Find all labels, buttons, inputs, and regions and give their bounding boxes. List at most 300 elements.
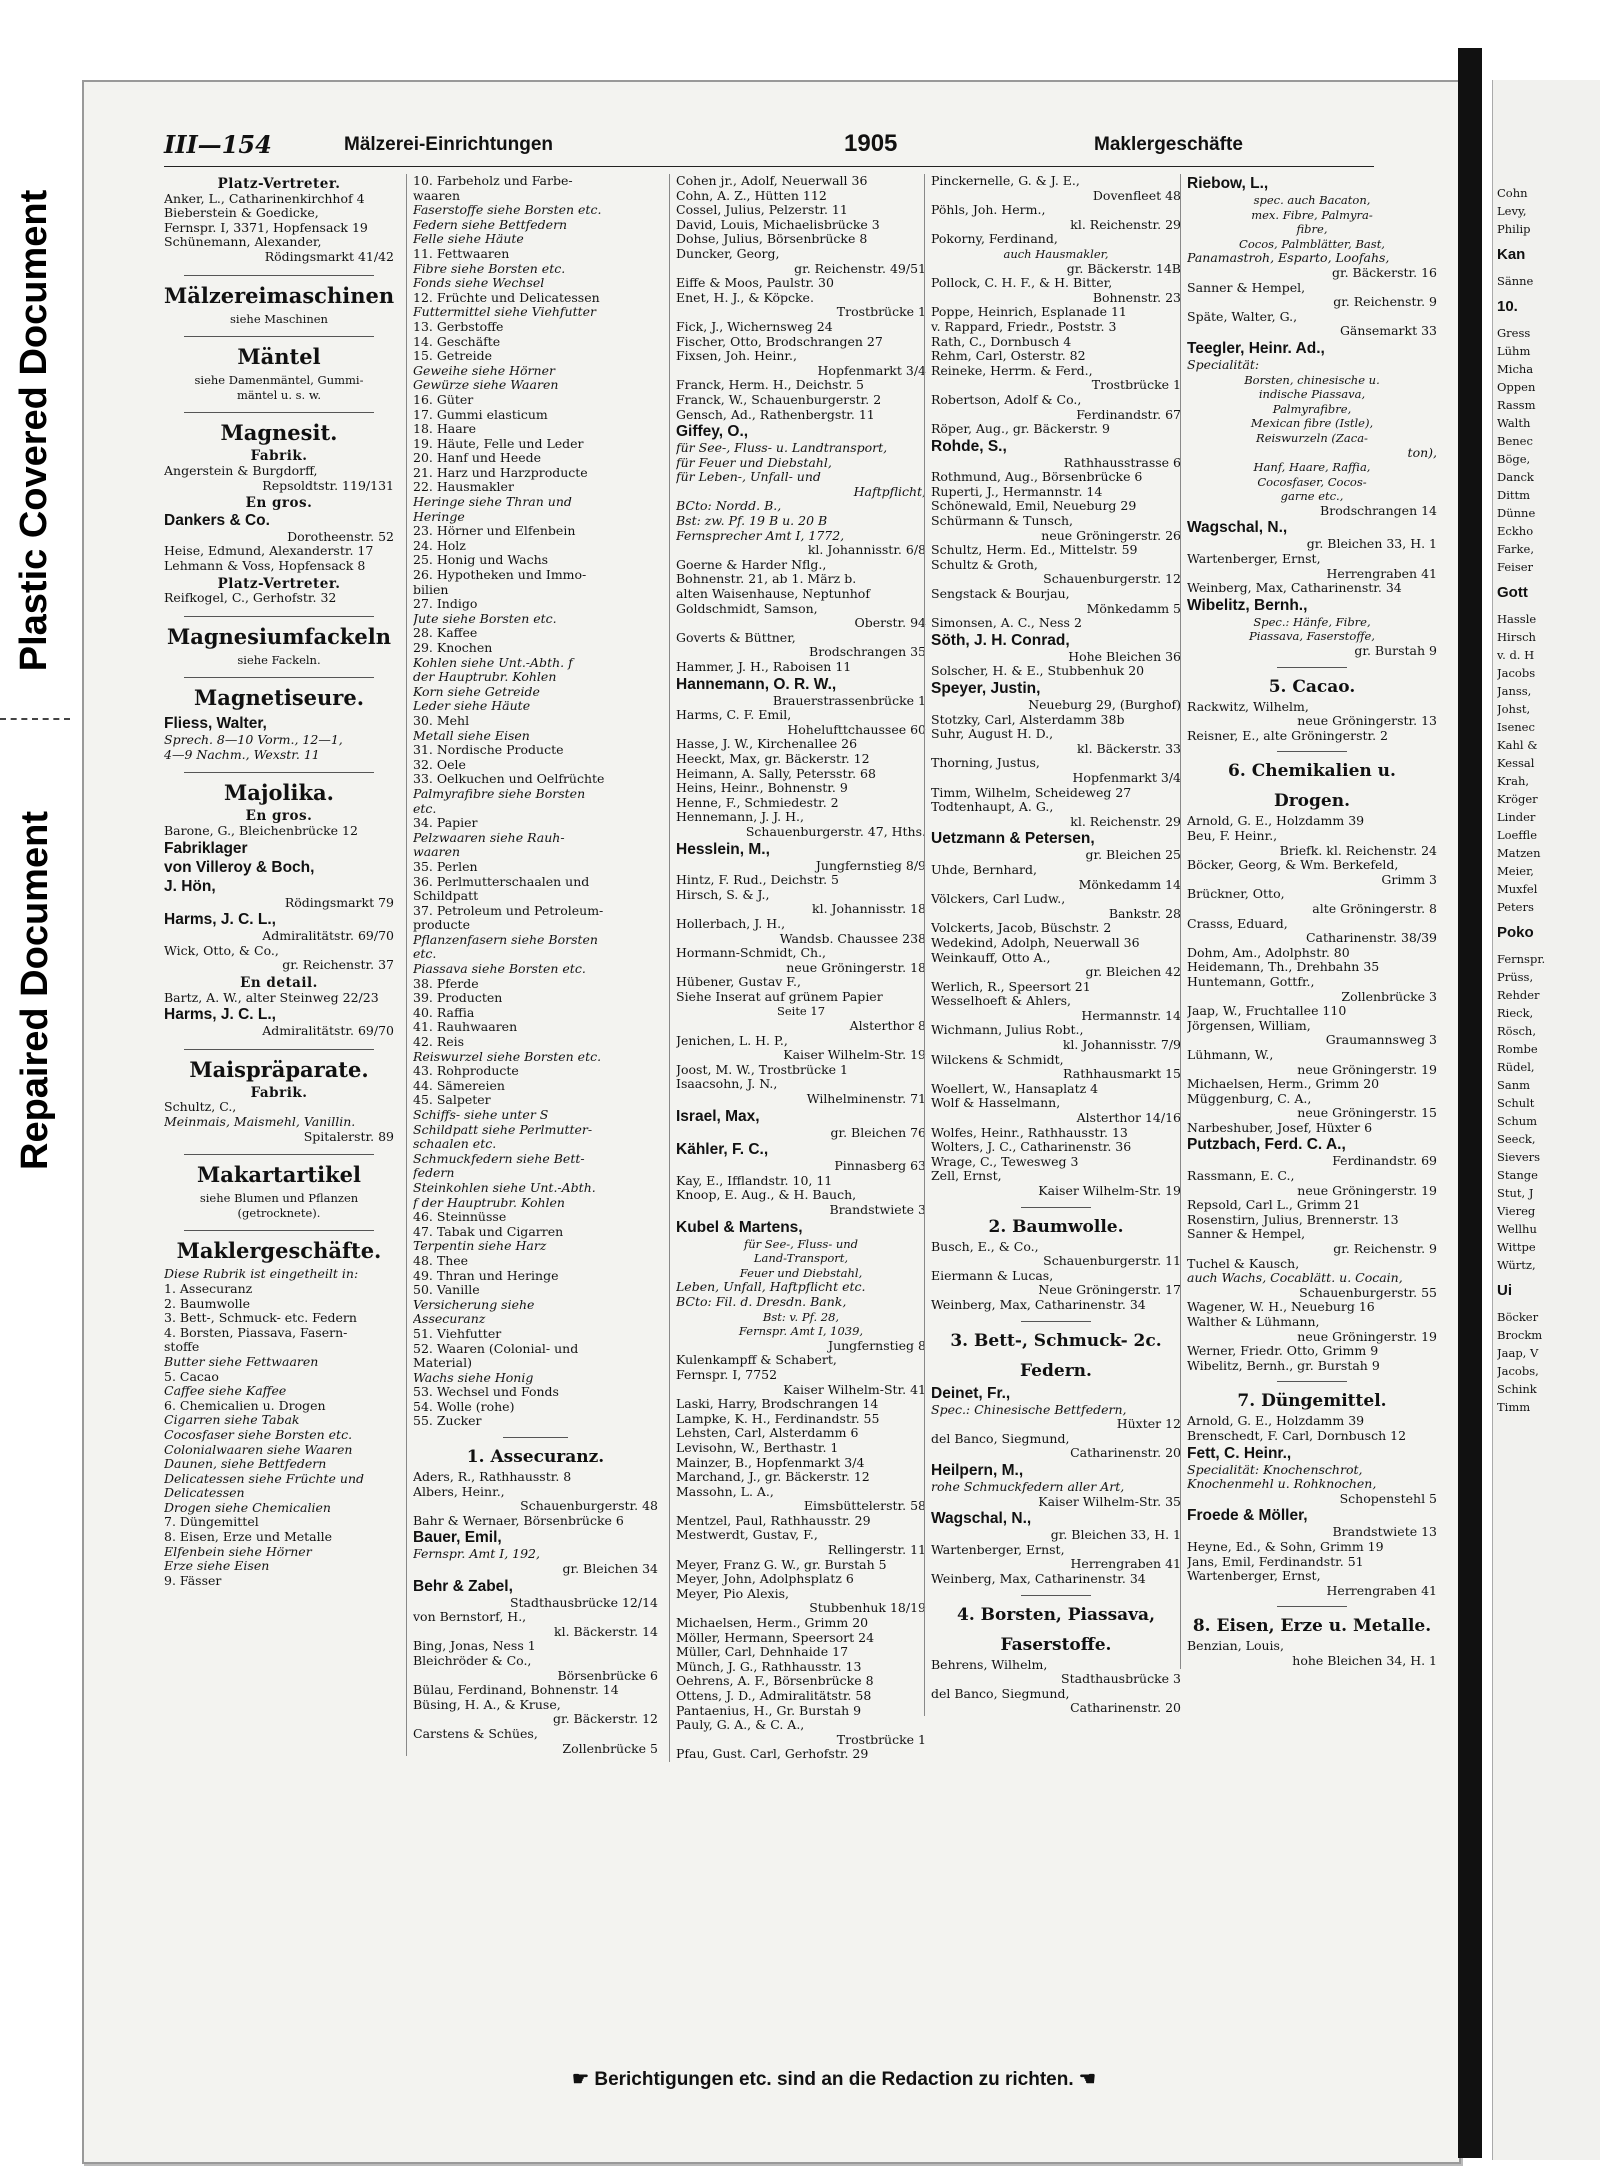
- section-heading: Federn.: [1020, 1360, 1092, 1381]
- directory-entry: 4. Borsten, Piassava, Fasern-: [164, 1325, 348, 1340]
- directory-entry: Todtenhaupt, A. G.,: [931, 800, 1054, 815]
- directory-entry: Isaacsohn, J. N.,: [676, 1077, 778, 1092]
- directory-entry: Catharinenstr. 38/39: [1305, 931, 1437, 946]
- directory-entry: Herrengraben 41: [1326, 1583, 1437, 1598]
- adjacent-page-entry: 10.: [1497, 298, 1518, 315]
- directory-entry: Dohse, Julius, Börsenbrücke 8: [676, 232, 868, 247]
- directory-entry: neue Gröningerstr. 18: [786, 960, 926, 975]
- directory-entry: Späte, Walter, G.,: [1187, 309, 1298, 324]
- directory-entry: Butter siehe Fettwaaren: [164, 1354, 319, 1369]
- directory-entry: Werlich, R., Speersort 21: [931, 979, 1091, 994]
- section-rule: [184, 1220, 374, 1231]
- directory-entry: gr. Bleichen 33, H. 1: [1306, 537, 1437, 552]
- directory-entry: Wandsb. Chaussee 238: [779, 931, 926, 946]
- directory-entry: der Hauptrubr. Kohlen: [413, 670, 557, 685]
- directory-entry: Rehm, Carl, Osterstr. 82: [931, 349, 1086, 364]
- adjacent-page-entry: Dünne: [1497, 506, 1536, 520]
- directory-entry: von Bernstorf, H.,: [413, 1610, 527, 1625]
- directory-entry: Fabrik.: [250, 449, 308, 464]
- directory-entry: Eimsbüttelerstr. 58: [803, 1499, 926, 1514]
- adjacent-page-entry: Loeffle: [1497, 828, 1538, 842]
- adjacent-page-entry: Danck: [1497, 470, 1534, 484]
- directory-entry: Trostbrücke 1: [836, 1732, 926, 1747]
- firm-name: Wibelitz, Bernh.,: [1187, 596, 1308, 614]
- directory-entry: Schildpatt siehe Perlmutter-: [413, 1122, 593, 1137]
- section-rule: [1277, 743, 1347, 752]
- directory-entry: Kaiser Wilhelm-Str. 35: [1038, 1494, 1181, 1509]
- directory-entry: Walther & Lühmann,: [1187, 1315, 1320, 1329]
- directory-entry: 42. Reis: [413, 1035, 465, 1050]
- adjacent-page-entry: Kahl &: [1497, 738, 1538, 752]
- adjacent-page-entry: v. d. H: [1497, 648, 1535, 662]
- firm-name: Dankers & Co.: [164, 511, 270, 529]
- firm-name: Teegler, Heinr. Ad.,: [1187, 339, 1325, 357]
- directory-entry: kl. Johannisstr. 6/8: [807, 543, 926, 558]
- directory-entry: gr. Bleichen 33, H. 1: [1050, 1528, 1181, 1543]
- adjacent-page-entry: Gott: [1497, 584, 1528, 601]
- directory-entry: Trostbrücke 1: [836, 305, 926, 320]
- section-rule: [184, 606, 374, 617]
- adjacent-page-entry: Schult: [1497, 1096, 1535, 1110]
- directory-entry: 25. Honig und Wachs: [413, 553, 549, 568]
- firm-name: Fabriklager: [164, 839, 248, 857]
- directory-entry: Albers, Heinr.,: [413, 1484, 505, 1499]
- directory-entry: Crasss, Eduard,: [1187, 916, 1288, 931]
- directory-entry: Leder siehe Häute: [413, 699, 531, 714]
- directory-entry: Reisner, E., alte Gröningerstr. 2: [1187, 728, 1389, 743]
- section-rule: [184, 326, 374, 337]
- directory-entry: Hübener, Gustav F.,: [676, 975, 801, 990]
- directory-entry: Wartenberger, Ernst,: [1187, 552, 1321, 567]
- directory-entry: 2. Baumwolle: [164, 1296, 251, 1311]
- directory-entry: gr. Bleichen 34: [562, 1562, 658, 1577]
- firm-name: Behr & Zabel,: [413, 1577, 513, 1595]
- directory-entry: Hasse, J. W., Kirchenallee 26: [676, 737, 858, 752]
- directory-entry: Land-Transport,: [753, 1251, 849, 1266]
- directory-entry: Dorotheenstr. 52: [287, 529, 394, 544]
- directory-entry: Meinmais, Maismehl, Vanillin.: [164, 1115, 356, 1129]
- directory-entry: Heimann, A. Sally, Petersstr. 68: [676, 766, 876, 781]
- section-rule: [503, 1429, 568, 1438]
- directory-entry: Palmyrafibre siehe Borsten: [413, 786, 586, 801]
- directory-entry: 11. Fettwaaren: [413, 246, 510, 261]
- directory-entry: del Banco, Siegmund,: [931, 1686, 1070, 1701]
- directory-entry: 16. Güter: [413, 392, 474, 407]
- adjacent-page-entry: Timm: [1497, 1400, 1531, 1414]
- section-rule: [1277, 1373, 1347, 1382]
- section-heading: Maispräparate.: [189, 1056, 369, 1082]
- directory-entry: Sengstack & Bourjau,: [931, 587, 1070, 602]
- directory-entry: Rathhausstrasse 6: [1063, 455, 1181, 470]
- directory-entry: Pflanzenfasern siehe Borsten: [413, 932, 598, 947]
- directory-entry: Sanner & Hempel,: [1187, 280, 1306, 295]
- directory-entry: Barone, G., Bleichenbrücke 12: [164, 824, 358, 839]
- directory-entry: Arnold, G. E., Holzdamm 39: [1187, 1414, 1365, 1429]
- adjacent-page-entry: Micha: [1497, 362, 1534, 376]
- adjacent-page-entry: Schink: [1497, 1382, 1537, 1396]
- directory-entry: gr. Reichenstr. 9: [1333, 295, 1437, 310]
- directory-entry: Cocosfaser siehe Borsten etc.: [164, 1427, 353, 1442]
- directory-entry: Bst: zw. Pf. 19 B u. 20 B: [676, 514, 828, 529]
- directory-entry: 49. Thran und Heringe: [413, 1268, 559, 1283]
- section-heading: Magnesit.: [220, 420, 338, 446]
- directory-entry: stoffe: [164, 1340, 200, 1355]
- directory-entry: 15. Getreide: [413, 349, 493, 364]
- directory-entry: auch Hausmakler,: [1003, 246, 1109, 261]
- adjacent-page-column: [1497, 184, 1600, 1416]
- firm-name: Hesslein, M.,: [676, 840, 770, 858]
- directory-entry: kl. Bäckerstr. 14: [554, 1624, 658, 1639]
- directory-entry: Admiralitätstr. 69/70: [262, 1024, 394, 1039]
- directory-entry: bilien: [413, 582, 449, 597]
- directory-entry: Herrengraben 41: [1070, 1557, 1181, 1572]
- directory-entry: Heringe: [413, 509, 465, 524]
- directory-entry: kl. Reichenstr. 29: [1070, 814, 1181, 829]
- directory-entry: 29. Knochen: [413, 641, 493, 655]
- directory-entry: Catharinenstr. 20: [1070, 1446, 1181, 1461]
- firm-name: Harms, J. C. L.,: [164, 911, 276, 929]
- section-heading: Mälzereimaschinen: [164, 282, 394, 308]
- directory-entry: 9. Fässer: [164, 1573, 222, 1588]
- directory-entry: Wolters, J. C., Catharinenstr. 36: [931, 1140, 1132, 1155]
- firm-name: J. Hön,: [164, 877, 216, 895]
- directory-entry: Wichmann, Julius Robt.,: [931, 1023, 1084, 1038]
- plastic-covered-document-label: Plastic Covered Document: [13, 189, 56, 671]
- directory-entry: Brodschrangen 14: [1320, 503, 1437, 518]
- directory-entry: gr. Reichenstr. 37: [282, 958, 394, 973]
- directory-entry: Zell, Ernst,: [931, 1169, 1002, 1184]
- directory-entry: Wagener, W. H., Neueburg 16: [1187, 1300, 1375, 1315]
- directory-entry: Schultz, C.,: [164, 1100, 237, 1115]
- header-left-title: Mälzerei-Einrichtungen: [344, 134, 554, 155]
- header-right-title: Maklergeschäfte: [1094, 134, 1243, 155]
- adjacent-page-entry: Böge,: [1497, 452, 1531, 466]
- directory-entry: Fernsprecher Amt I, 1772,: [676, 528, 845, 543]
- footer-note: Berichtigungen etc. sind an die Redaction zu richten.: [594, 2069, 1074, 2090]
- directory-entry: Böcker, Georg, & Wm. Berkefeld,: [1187, 858, 1399, 873]
- directory-entry: kl. Johannisstr. 7/9: [1062, 1038, 1181, 1053]
- directory-entry: Gensch, Ad., Rathenbergstr. 11: [676, 407, 875, 422]
- firm-name: Kähler, F. C.,: [676, 1141, 769, 1159]
- section-rule: [1021, 1587, 1091, 1596]
- adjacent-page-entry: Lühm: [1497, 344, 1531, 358]
- adjacent-page-entry: Eckho: [1497, 524, 1534, 538]
- directory-entry: Behrens, Wilhelm,: [931, 1657, 1048, 1672]
- directory-entry: Kulenkampff & Schabert,: [676, 1353, 837, 1368]
- section-heading: Makartartikel: [196, 1162, 361, 1188]
- directory-entry: Fernspr. I, 3371, Hopfensack 19: [164, 220, 368, 235]
- adjacent-page-entry: Cohn: [1497, 186, 1528, 200]
- section-heading: 5. Cacao.: [1268, 676, 1356, 697]
- directory-entry: Hintz, F. Rud., Deichstr. 5: [676, 873, 839, 888]
- directory-entry: Futtermittel siehe Viehfutter: [413, 305, 596, 320]
- directory-entry: Schauenburgerstr. 55: [1299, 1285, 1437, 1300]
- directory-entry: Schmuckfedern siehe Bett-: [413, 1151, 585, 1166]
- adjacent-page-entry: Muxfel: [1497, 882, 1538, 896]
- directory-entry: gr. Bleichen 25: [1085, 848, 1181, 863]
- directory-entry: Eiffe & Moos, Paulstr. 30: [676, 276, 834, 291]
- firm-name: Wagschal, N.,: [931, 1510, 1032, 1528]
- directory-entry: Wilckens & Schmidt,: [931, 1052, 1064, 1067]
- directory-entry: Henne, F., Schmiedestr. 2: [676, 795, 839, 810]
- directory-entry: Heins, Heinr., Bohnenstr. 9: [676, 781, 848, 796]
- directory-entry: Catharinenstr. 20: [1070, 1701, 1181, 1716]
- directory-entry: Rathhausmarkt 15: [1063, 1067, 1181, 1082]
- adjacent-page-entry: Johst,: [1497, 702, 1531, 716]
- scanned-page: [82, 80, 1461, 2164]
- directory-entry: Alsterthor 14/16: [1076, 1111, 1181, 1126]
- adjacent-page-entry: Poko: [1497, 924, 1534, 941]
- directory-entry: 10. Farbeholz und Farbe-: [413, 174, 573, 188]
- directory-entry: Brodschrangen 35: [809, 645, 926, 660]
- directory-entry: gr. Bleichen 76: [830, 1125, 926, 1140]
- directory-entry: Schauenburgerstr. 47, Hths.: [745, 824, 926, 839]
- directory-entry: Schultz, Herm. Ed., Mittelstr. 59: [931, 543, 1138, 558]
- directory-entry: rohe Schmuckfedern aller Art,: [931, 1479, 1125, 1494]
- directory-entry: waaren: [413, 845, 461, 860]
- directory-entry: Delicatessen siehe Früchte und: [164, 1471, 365, 1486]
- directory-entry: Pinnasberg 63: [834, 1159, 926, 1174]
- directory-entry: Beu, F. Heinr.,: [1187, 829, 1278, 843]
- directory-entry: alten Waisenhause, Neptunhof: [676, 587, 870, 602]
- directory-entry: Piassava siehe Borsten etc.: [413, 962, 586, 977]
- directory-entry: spec. auch Bacaton,: [1253, 193, 1371, 207]
- adjacent-page-entry: Rösch,: [1497, 1024, 1536, 1038]
- directory-entry: Schildpatt: [413, 889, 479, 904]
- directory-entry: Mönkedamm 5: [1086, 601, 1181, 616]
- adjacent-page-entry: Brockm: [1497, 1328, 1543, 1342]
- directory-entry: Steinkohlen siehe Unt.-Abth.: [413, 1180, 596, 1195]
- directory-entry: Hohelufttchaussee 60: [787, 722, 926, 737]
- header-year: 1905: [844, 130, 898, 157]
- adjacent-page-entry: Jaap, V: [1497, 1346, 1539, 1360]
- directory-entry: Franck, W., Schauenburgerstr. 2: [676, 392, 882, 407]
- firm-name: Fett, C. Heinr.,: [1187, 1444, 1292, 1462]
- directory-entry: Hohe Bleichen 36: [1068, 649, 1181, 664]
- directory-entry: Schauenburgerstr. 12: [1043, 572, 1181, 587]
- directory-entry: Hermannstr. 14: [1081, 1008, 1181, 1023]
- adjacent-page-entry: Benec: [1497, 434, 1533, 448]
- directory-entry: Panamastroh, Esparto, Loofahs,: [1187, 251, 1390, 266]
- directory-entry: Trostbrücke 1: [1091, 378, 1181, 393]
- directory-entry: kl. Bäckerstr. 33: [1077, 741, 1181, 756]
- directory-entry: Schauenburgerstr. 11: [1043, 1254, 1181, 1269]
- column-2: [406, 174, 658, 1756]
- directory-entry: 20. Hanf und Heede: [413, 451, 542, 466]
- section-heading: 7. Düngemittel.: [1237, 1391, 1387, 1412]
- directory-entry: 3. Bett-, Schmuck- etc. Federn: [164, 1311, 357, 1326]
- directory-entry: Rothmund, Aug., Börsenbrücke 6: [931, 470, 1143, 485]
- adjacent-page-entry: Walth: [1497, 416, 1531, 430]
- directory-entry: Wolfes, Heinr., Rathhausstr. 13: [931, 1125, 1128, 1140]
- directory-entry: Bieberstein & Goedicke,: [164, 206, 319, 221]
- directory-entry: Pfau, Gust. Carl, Gerhofstr. 29: [676, 1747, 869, 1762]
- directory-entry: Ferdinandstr. 69: [1332, 1154, 1437, 1169]
- directory-entry: Fernspr. Amt I, 192,: [413, 1547, 540, 1562]
- directory-entry: Rödingsmarkt 41/42: [264, 249, 394, 264]
- directory-entry: Rackwitz, Wilhelm,: [1187, 699, 1309, 714]
- section-rule: [184, 1144, 374, 1155]
- directory-entry: Oehrens, A. F., Börsenbrücke 8: [676, 1674, 874, 1689]
- directory-entry: Weinberg, Max, Catharinenstr. 34: [931, 1571, 1146, 1586]
- directory-entry: Metall siehe Eisen: [413, 728, 530, 743]
- directory-entry: 39. Producten: [413, 991, 503, 1006]
- adjacent-page-entry: Sanm: [1497, 1078, 1531, 1092]
- directory-entry: gr. Bleichen 42: [1085, 965, 1181, 980]
- directory-entry: Feuer und Diebstahl,: [739, 1265, 863, 1280]
- section-heading: Majolika.: [224, 780, 334, 806]
- section-heading: 4. Borsten, Piassava,: [957, 1604, 1155, 1625]
- directory-entry: siehe Maschinen: [230, 311, 328, 326]
- adjacent-page-entry: Rüdel,: [1497, 1060, 1535, 1074]
- directory-entry: Geweihe siehe Hörner: [413, 363, 555, 378]
- directory-entry: 12. Früchte und Delicatessen: [413, 290, 600, 305]
- adjacent-page-entry: Rehder: [1497, 988, 1540, 1002]
- directory-entry: Bankstr. 28: [1108, 906, 1181, 921]
- directory-entry: 18. Haare: [413, 422, 477, 437]
- adjacent-page-entry: Rieck,: [1497, 1006, 1534, 1020]
- directory-entry: Platz-Vertreter.: [217, 177, 341, 192]
- directory-entry: 38. Pferde: [413, 976, 479, 991]
- directory-entry: Uhde, Bernhard,: [931, 862, 1037, 877]
- directory-entry: Hanf, Haare, Raffia,: [1253, 460, 1371, 475]
- repaired-document-label: Repaired Document: [13, 810, 56, 1170]
- directory-entry: Cocosfaser, Cocos-: [1257, 474, 1367, 489]
- directory-entry: Möller, Hermann, Speersort 24: [676, 1630, 875, 1645]
- directory-entry: Specialität:: [1187, 357, 1260, 372]
- directory-entry: BCto: Fil. d. Dresdn. Bank,: [676, 1294, 847, 1309]
- directory-entry: 28. Kaffee: [413, 626, 478, 641]
- directory-entry: Cohn, A. Z., Hütten 112: [676, 188, 827, 203]
- directory-entry: Dovenfleet 48: [1092, 188, 1181, 203]
- directory-entry: Spec.: Chinesische Bettfedern,: [931, 1402, 1127, 1417]
- directory-entry: 17. Gummi elasticum: [413, 407, 548, 422]
- directory-entry: Bahr & Wernaer, Börsenbrücke 6: [413, 1513, 624, 1528]
- directory-entry: Cohen jr., Adolf, Neuerwall 36: [676, 174, 868, 188]
- directory-entry: producte: [413, 918, 470, 933]
- section-rule: [1277, 1598, 1347, 1607]
- firm-name: Fliess, Walter,: [164, 715, 267, 733]
- directory-entry: Rassmann, E. C.,: [1187, 1169, 1295, 1184]
- firm-name: Heilpern, M.,: [931, 1461, 1024, 1479]
- directory-entry: Bleichröder & Co.,: [413, 1654, 532, 1668]
- directory-entry: 32. Oele: [413, 757, 466, 772]
- directory-entry: Ottens, J. D., Admiralitätstr. 58: [676, 1689, 872, 1703]
- directory-entry: Neueburg 29, (Burghof): [1028, 698, 1181, 712]
- directory-entry: 13. Gerbstoffe: [413, 319, 504, 334]
- directory-entry: 51. Viehfutter: [413, 1326, 502, 1341]
- directory-entry: Herrengraben 41: [1326, 566, 1437, 581]
- directory-entry: kl. Johannisstr. 18: [812, 902, 926, 917]
- directory-entry: 37. Petroleum und Petroleum-: [413, 903, 604, 918]
- directory-entry: 48. Thee: [413, 1253, 469, 1268]
- adjacent-page-entry: Philip: [1497, 222, 1531, 236]
- directory-entry: 6. Chemicalien u. Drogen: [164, 1398, 326, 1413]
- directory-entry: Pinckernelle, G. & J. E.,: [931, 174, 1080, 188]
- directory-entry: Platz-Vertreter.: [217, 576, 341, 592]
- directory-entry: Carstens & Schües,: [413, 1726, 538, 1741]
- adjacent-page-entry: Würtz,: [1497, 1258, 1536, 1272]
- directory-entry: Ferdinandstr. 67: [1076, 407, 1181, 422]
- directory-entry: Schauenburgerstr. 48: [520, 1499, 658, 1514]
- directory-entry: Völckers, Carl Ludw.,: [931, 892, 1066, 907]
- directory-entry: Hormann-Schmidt, Ch.,: [676, 946, 827, 961]
- directory-entry: Rellingerstr. 11: [827, 1543, 926, 1558]
- directory-entry: Gänsemarkt 33: [1339, 324, 1437, 339]
- directory-entry: Bing, Jonas, Ness 1: [413, 1639, 536, 1654]
- directory-entry: Piassava, Faserstoffe,: [1249, 629, 1375, 644]
- directory-entry: Bülau, Ferdinand, Bohnenstr. 14: [413, 1683, 619, 1698]
- directory-entry: Erze siehe Eisen: [164, 1559, 270, 1574]
- directory-entry: f der Hauptrubr. Kohlen: [413, 1195, 565, 1210]
- directory-entry: mex. Fibre, Palmyra-: [1251, 207, 1373, 222]
- adjacent-page-entry: Kessal: [1497, 756, 1535, 770]
- directory-entry: Goerne & Harder Nflg.,: [676, 557, 827, 572]
- section-heading: Magnesiumfackeln: [166, 623, 392, 649]
- firm-name: Bauer, Emil,: [413, 1529, 502, 1547]
- section-rule: [1277, 659, 1347, 668]
- directory-entry: Zollenbrücke 5: [562, 1741, 658, 1756]
- directory-entry: Stotzky, Carl, Alsterdamm 38b: [931, 712, 1125, 727]
- directory-entry: Reiswurzeln (Zaca-: [1256, 430, 1368, 445]
- directory-entry: Cigarren siehe Tabak: [164, 1413, 300, 1428]
- directory-entry: v. Rappard, Friedr., Poststr. 3: [931, 319, 1117, 334]
- adjacent-page-entry: Hassle: [1497, 612, 1537, 626]
- directory-entry: 43. Rohproducte: [413, 1064, 519, 1079]
- directory-entry: Faserstoffe siehe Borsten etc.: [413, 203, 602, 218]
- directory-entry: Jenichen, L. H. P.,: [676, 1033, 788, 1048]
- directory-entry: Rath, C., Dornbusch 4: [931, 334, 1072, 349]
- directory-entry: Mainzer, B., Hopfenmarkt 3/4: [676, 1455, 865, 1470]
- directory-entry: federn: [413, 1166, 455, 1181]
- directory-entry: Rödingsmarkt 79: [284, 895, 394, 910]
- firm-name: Putzbach, Ferd. C. A.,: [1187, 1136, 1346, 1154]
- firm-name: Riebow, L.,: [1187, 175, 1269, 192]
- directory-entry: Grimm 3: [1381, 872, 1437, 887]
- column-5: [1180, 174, 1437, 1669]
- directory-entry: Wibelitz, Bernh., gr. Burstah 9: [1187, 1358, 1380, 1373]
- directory-entry: Fischer, Otto, Brodschrangen 27: [676, 334, 883, 349]
- directory-entry: Jungfernstieg 8: [828, 1338, 926, 1353]
- directory-entry: Narbeshuber, Josef, Hüxter 6: [1187, 1120, 1373, 1135]
- directory-entry: Poppe, Heinrich, Esplanade 11: [931, 305, 1127, 320]
- page-header: [164, 130, 1334, 164]
- directory-entry: Meyer, Franz G. W., gr. Burstah 5: [676, 1557, 887, 1572]
- section-heading: 3. Bett-, Schmuck- 2c.: [950, 1330, 1162, 1351]
- column-4: [924, 174, 1181, 1716]
- directory-entry: 35. Perlen: [413, 859, 478, 874]
- directory-entry: Gewürze siehe Waaren: [413, 378, 559, 393]
- directory-entry: Heidemann, Th., Drehbahn 35: [1187, 960, 1380, 975]
- directory-entry: auch Wachs, Cocablätt. u. Cocain,: [1187, 1271, 1403, 1286]
- directory-entry: Wesselhoeft & Ahlers,: [931, 994, 1071, 1009]
- directory-entry: Brandstwiete 3: [829, 1203, 926, 1217]
- directory-entry: etc.: [413, 801, 437, 816]
- adjacent-page-entry: Isenec: [1497, 720, 1535, 734]
- directory-entry: Thorning, Justus,: [931, 756, 1040, 771]
- directory-entry: 33. Oelkuchen und Oelfrüchte: [413, 772, 605, 787]
- directory-entry: Hopfenmarkt 3/4: [817, 363, 926, 378]
- directory-entry: Brauerstrassenbrücke 1: [772, 693, 926, 708]
- directory-entry: Federn siehe Bettfedern: [413, 217, 568, 232]
- firm-name: Kubel & Martens,: [676, 1218, 803, 1236]
- directory-entry: Levisohn, W., Berthastr. 1: [676, 1440, 839, 1455]
- directory-entry: Robertson, Adolf & Co.,: [931, 392, 1082, 407]
- adjacent-page-entry: Peters: [1497, 900, 1534, 914]
- directory-entry: neue Gröningerstr. 19: [1297, 1062, 1437, 1077]
- directory-entry: Sanner & Hempel,: [1187, 1227, 1306, 1242]
- directory-entry: Mentzel, Paul, Rathhausstr. 29: [676, 1513, 871, 1528]
